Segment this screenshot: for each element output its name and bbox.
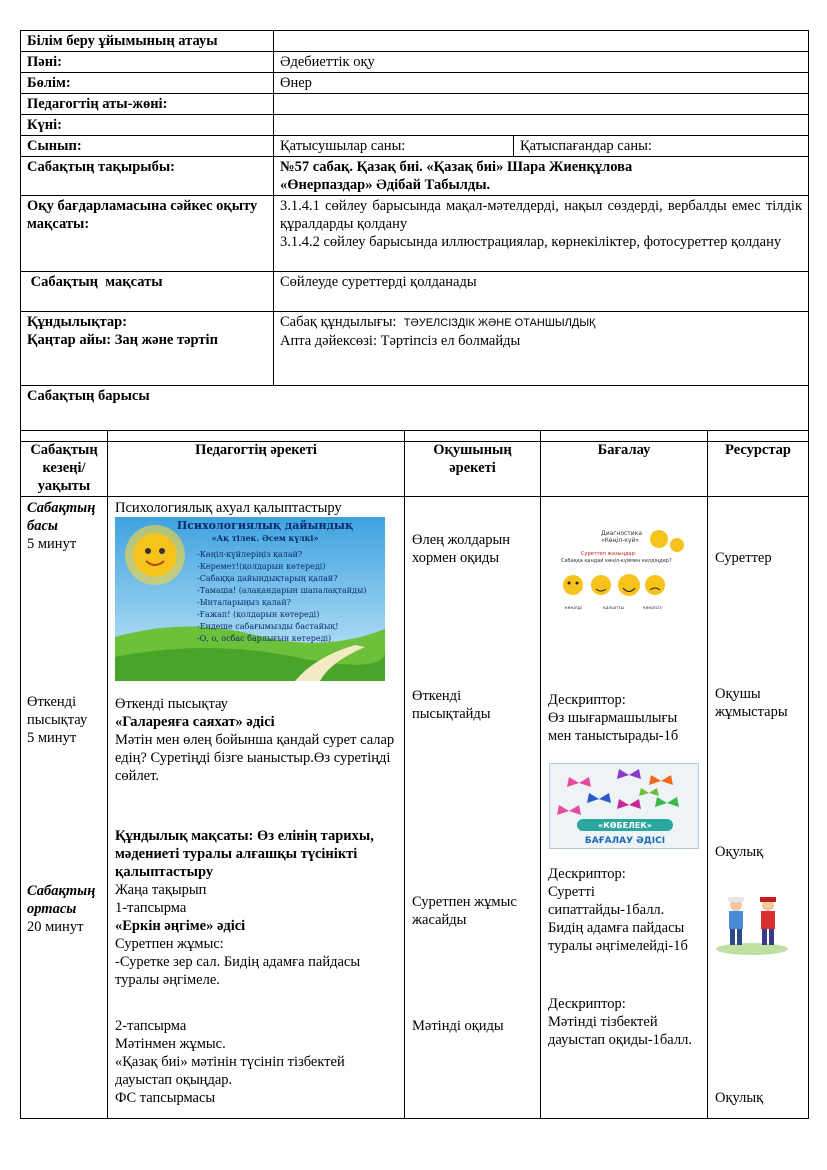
descriptor-2-label: Дескриптор: <box>548 866 626 882</box>
student-action-2: Өткенді пысықтайды <box>412 688 491 722</box>
topic-line-1: №57 сабақ. Қазақ биі. «Қазақ биі» Шара Жиенқұлова <box>280 159 633 175</box>
subject-label: Пәні: <box>21 52 274 73</box>
gallery-method: «Галарeяға саяхат» әдісі <box>115 714 275 730</box>
sun-icon <box>125 525 185 585</box>
descriptor-3-label: Дескриптор: <box>548 996 626 1012</box>
butterfly-subtitle: БАҒАЛАУ ӘДІСІ <box>584 836 666 846</box>
topic-line-2: «Өнерпаздар» Әдібай Табылды. <box>280 177 491 193</box>
date-value <box>274 115 809 136</box>
col-resources-header: Ресурстар <box>708 431 809 497</box>
psych-line: -Тамаша! (алақандарын шапалақтайды) <box>197 586 367 595</box>
child-dancer-icon <box>728 897 776 945</box>
descriptor-1-label: Дескриптор: <box>548 692 626 708</box>
stage-review: Өткенді пысықтау <box>27 694 88 728</box>
psych-line: -Ғажап! (қолдарын көтереді) <box>197 610 320 619</box>
org-label: Білім беру ұйымының атауы <box>21 31 274 52</box>
diag-question: Суреттеп жазыңдар: <box>581 551 637 557</box>
butterfly-title: «КӨБЕЛЕК» <box>598 821 652 830</box>
psych-line: -Ендеше сабағымызды бастайық! <box>197 622 339 631</box>
diag-label: қалыпты <box>603 606 625 611</box>
topic-value <box>274 157 809 196</box>
lesson-value-label: Сабақ құндылығы: <box>280 314 397 330</box>
psych-picture-title: Психологиялық дайындық <box>176 519 354 532</box>
student-cell <box>405 497 541 1119</box>
descriptor-1-text: Өз шығармашылығы мен таныстырады-1б <box>548 710 679 744</box>
week-motto: Апта дәйексөзі: Тәртіпсіз ел болмайды <box>280 333 521 349</box>
psych-line: -Сабаққа дайындықтарың қалай? <box>197 574 338 583</box>
col-student-header: Оқушының әрекеті <box>405 431 541 497</box>
butterfly-assessment-picture <box>549 763 699 849</box>
section-value: Өнер <box>274 73 809 94</box>
section-label: Бөлім: <box>21 73 274 94</box>
stage-cell <box>21 497 108 1119</box>
psych-picture-subtitle: «Ақ тілек. Әсем күлкі» <box>211 533 319 543</box>
descriptor-3-text: Мәтінді тізбектей дауыстап оқиды-1балл. <box>548 1014 692 1048</box>
col-assessment-header: Бағалау <box>541 431 708 497</box>
stage-middle: Сабақтың ортасы <box>27 883 96 917</box>
org-value <box>274 31 809 52</box>
free-talk-method: «Еркін әңгіме» әдісі <box>115 918 246 934</box>
picture-work: Суретпен жұмыс: <box>115 936 224 952</box>
objectives-label: Оқу бағдарламасына сәйкес оқыту мақсаты: <box>21 196 274 272</box>
topic-label: Сабақтың тақырыбы: <box>21 157 274 196</box>
resource-textbook: Оқулық <box>715 844 764 860</box>
text-instruction: «Қазақ биі» мәтінін түсініп тізбектей дауыстап оқыңдар. <box>115 1054 345 1088</box>
stage-review-time: 5 минут <box>27 730 77 746</box>
review-heading: Өткенді пысықтау <box>115 696 228 712</box>
student-action-1: Өлең жолдарын хормен оқиды <box>412 532 511 566</box>
objectives-value <box>274 196 809 272</box>
values-label-1: Құндылықтар: <box>27 314 128 330</box>
values-label <box>21 312 274 386</box>
diag-title: Диагностика <box>601 530 643 537</box>
resource-textbook-2: Оқулық <box>715 1090 764 1106</box>
values-label-2: Қаңтар айы: Заң және тәртіп <box>27 332 218 348</box>
student-action-3: Суретпен жұмыс жасайды <box>412 894 517 928</box>
goal-label: Сабақтың мақсаты <box>21 272 274 312</box>
psych-line: -Көңіл-күйлеріңіз қалай? <box>197 550 303 559</box>
date-label: Күні: <box>21 115 274 136</box>
diag-label: көңілді <box>565 606 582 611</box>
psych-mood-text: Психологиялық ахуал қалыптастыру <box>115 500 342 516</box>
present-count: Қатысушылар саны: <box>274 136 514 157</box>
fs-task: ФС тапсырмасы <box>115 1090 216 1106</box>
stage-start-time: 5 минут <box>27 536 77 552</box>
lesson-header-table <box>20 30 809 442</box>
stage-start: Сабақтың басы <box>27 500 96 534</box>
progress-label: Сабақтың барысы <box>21 386 809 442</box>
absent-count: Қатыспағандар саны: <box>514 136 809 157</box>
gallery-text: Мәтін мен өлең бойынша қандай сурет салар едің? Суретіңді бізге ыаныстыр.Өз суретіңді сөйлет. <box>115 732 395 784</box>
objective-1: 3.1.4.1 сөйлеу барысында мақал-мәтелдерді, нақыл сөздерді, вербалды емес тілдік құралдарды қолдану <box>280 198 802 232</box>
psychological-readiness-picture <box>115 517 385 681</box>
resource-student-work: Оқушы жұмыстары <box>715 686 788 720</box>
resources-cell <box>708 497 809 1119</box>
psych-line: -Керемет!(қолдарын көтереді) <box>197 562 326 571</box>
picture-instruction: -Суретке зер сал. Бидің адамға пайдасы туралы әңгімеле. <box>115 954 361 988</box>
col-stage-header: Сабақтың кезеңі/ уақыты <box>21 431 108 497</box>
text-work: Мәтінмен жұмыс. <box>115 1036 226 1052</box>
task-2: 2-тапсырма <box>115 1018 187 1034</box>
teacher-cell <box>108 497 405 1119</box>
teacher-label: Педагогтің аты-жөні: <box>21 94 274 115</box>
psych-line: -О, о, осбас барлығын көтереді) <box>197 634 332 643</box>
lesson-plan-table <box>20 430 809 1119</box>
mood-diagnostic-picture <box>551 527 691 617</box>
assessment-cell <box>541 497 708 1119</box>
student-action-4: Мәтінді оқиды <box>412 1018 504 1034</box>
lesson-value-text: ТӘУЕЛСІЗДІК ЖӘНЕ ОТАНШЫЛДЫҚ <box>403 317 596 329</box>
objective-2: 3.1.4.2 сөйлеу барысында иллюстрациялар, көрнекіліктер, фотосуреттер қолдану <box>280 234 782 250</box>
stage-middle-time: 20 минут <box>27 919 84 935</box>
dancing-children-picture <box>714 893 790 955</box>
resource-pictures: Суреттер <box>715 550 772 566</box>
subject-value: Әдебиеттік оқу <box>274 52 809 73</box>
values-value <box>274 312 809 386</box>
teacher-value <box>274 94 809 115</box>
new-topic: Жаңа тақырып <box>115 882 207 898</box>
diag-question-2: Сабаққа қандай көңіл-күймен келдіңдер? <box>561 558 672 564</box>
class-label: Сынып: <box>21 136 274 157</box>
task-1: 1-тапсырма <box>115 900 187 916</box>
col-teacher-header: Педагогтің әрекеті <box>108 431 405 497</box>
psych-line: -Ынталарыңыз қалай? <box>197 598 291 607</box>
descriptor-2-line-2: Бидің адамға пайдасы туралы әңгімелейді-1б <box>548 920 688 954</box>
diag-subtitle: «Көңіл-күй» <box>601 537 639 544</box>
value-goal: Құндылық мақсаты: Өз елінің тарихы, мәдениеті туралы алғашқы түсінікті қалыптастыру <box>115 828 374 880</box>
diag-label: көңілсіз <box>643 606 662 611</box>
goal-value: Сөйлеуде суреттерді қолданады <box>274 272 809 312</box>
descriptor-2-line-1: Суретті сипаттайды-1балл. <box>548 884 665 918</box>
